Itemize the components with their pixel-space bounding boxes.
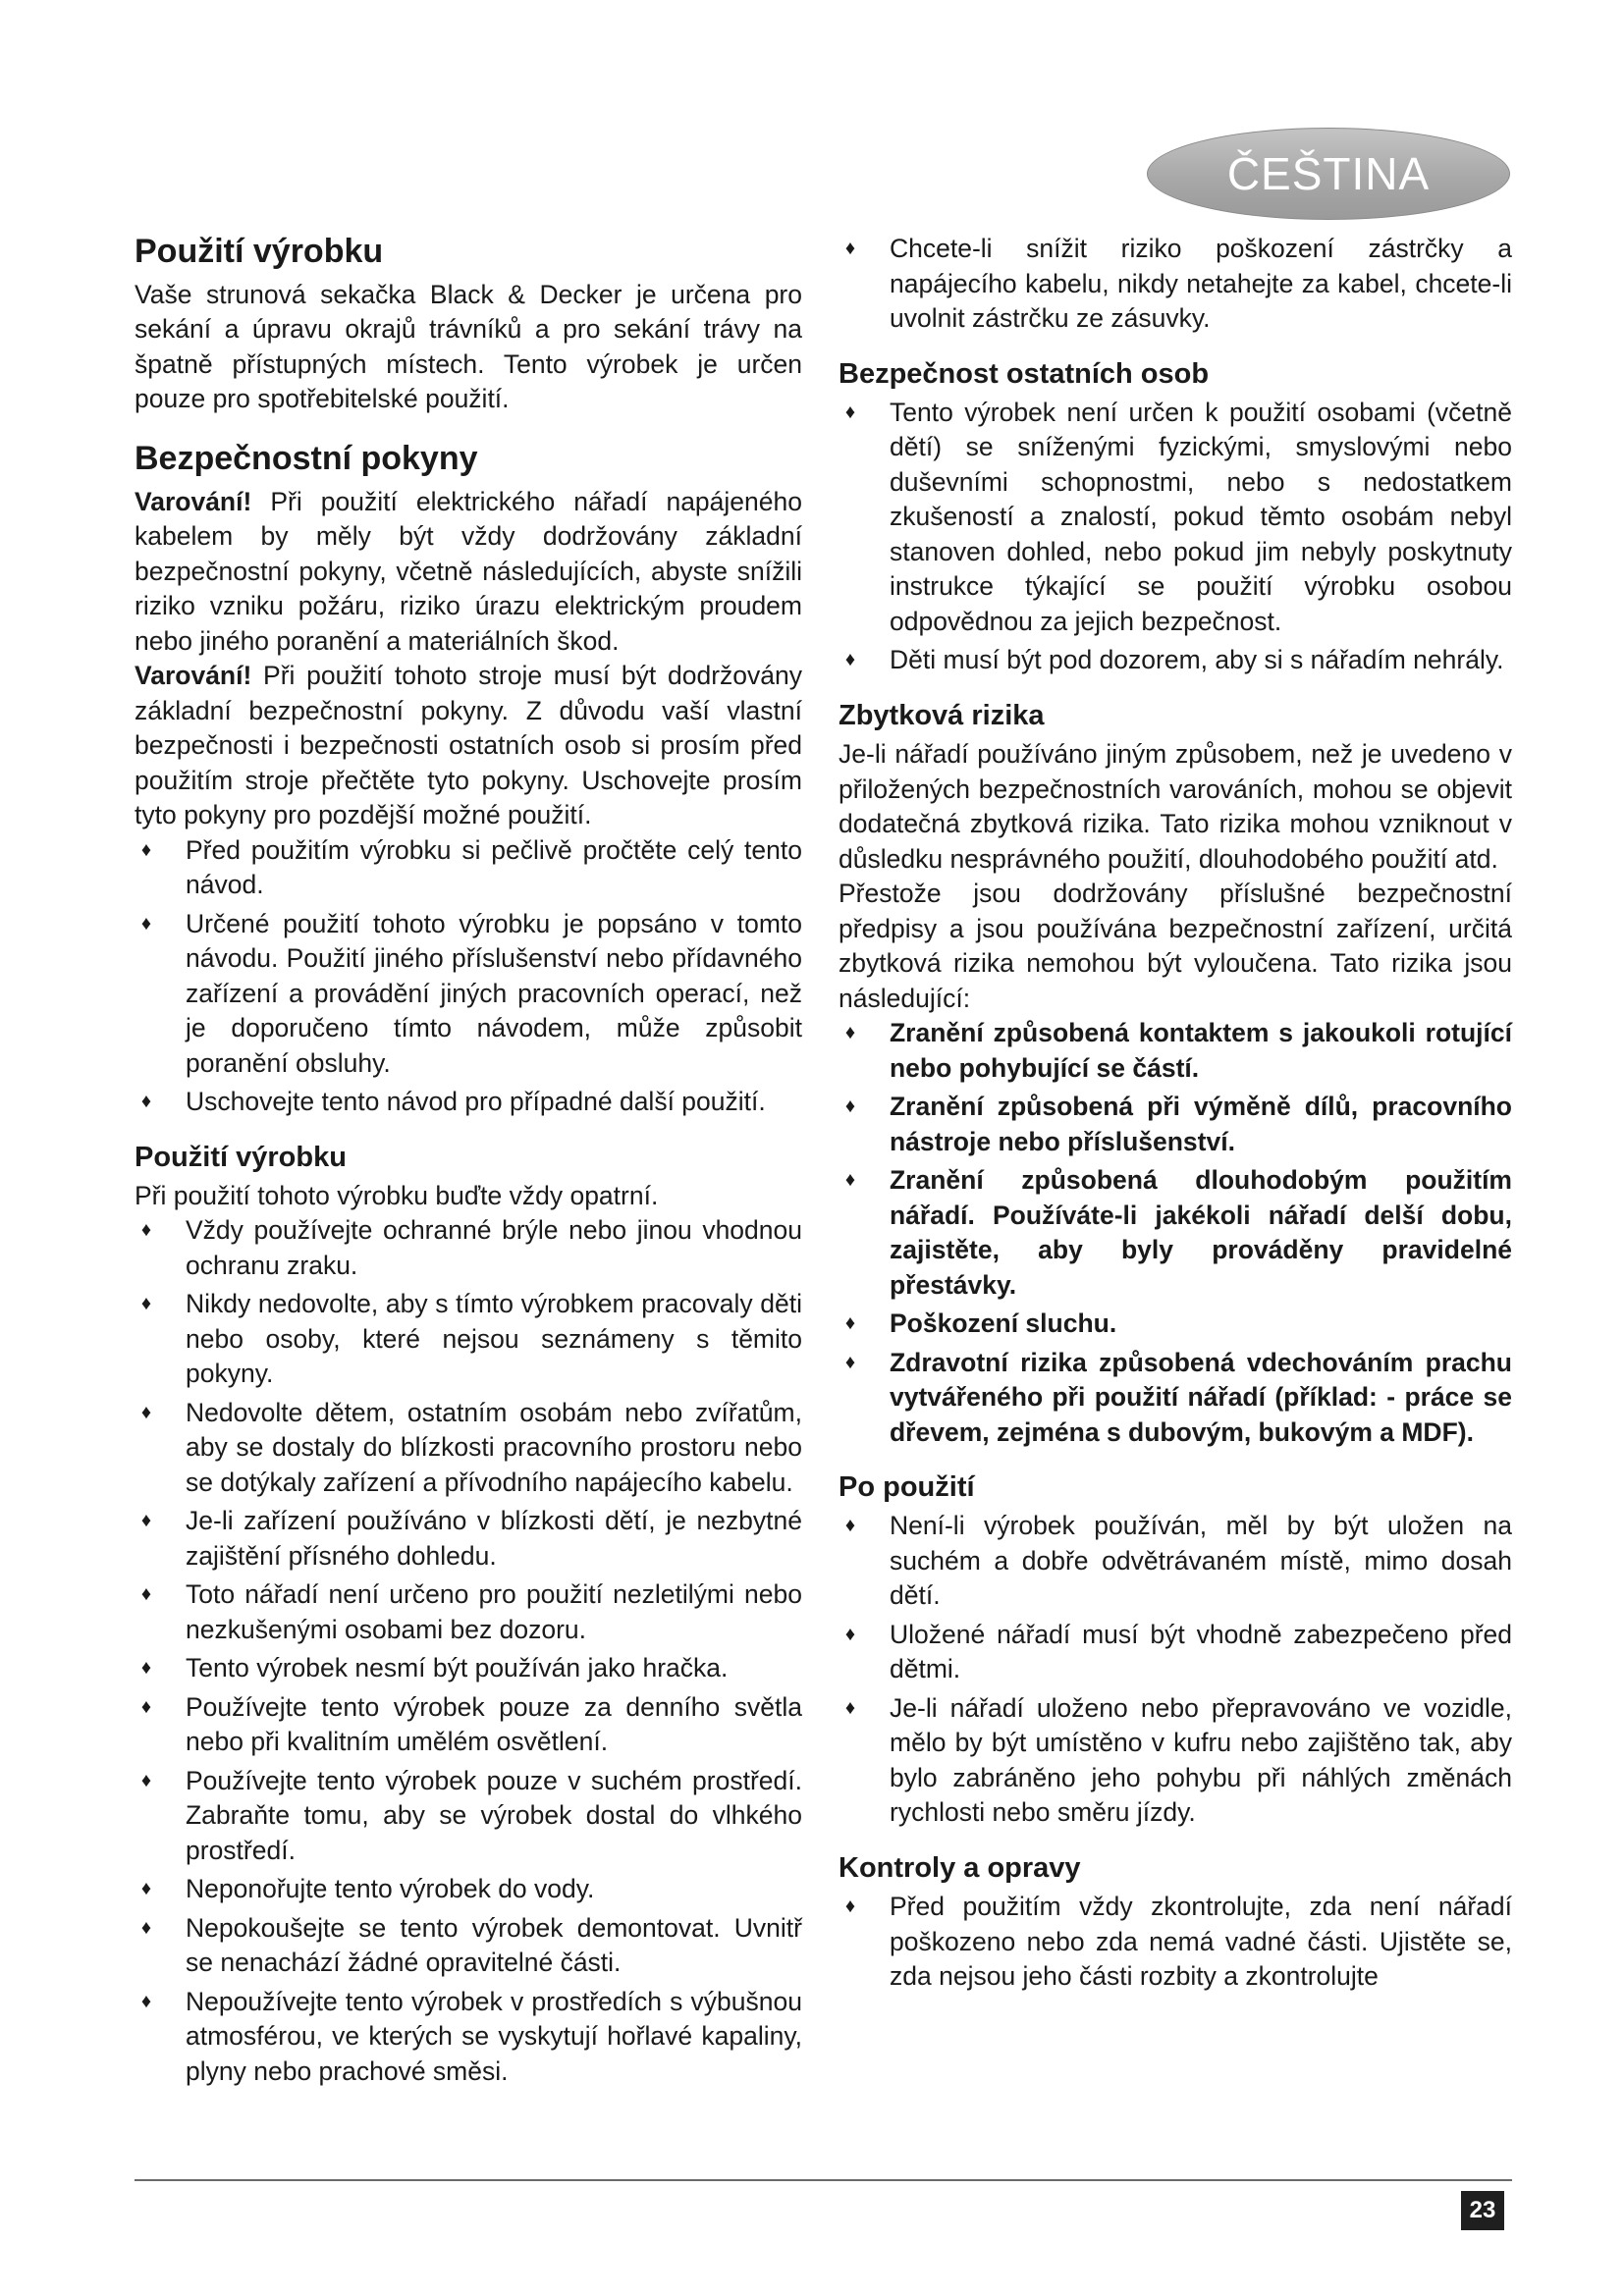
list-item: ♦ Chcete-li snížit riziko poškození zástrčky a napájecího kabelu, nikdy netahejte za kabel, chcete-li uvolnit zástrčku ze zásuvky. xyxy=(839,232,1512,337)
bullet-diamond-icon: ♦ xyxy=(140,1091,152,1113)
product-use-caution: Při použití tohoto výrobku buďte vždy opatrní. xyxy=(135,1180,659,1210)
list-item: ♦ Tento výrobek nesmí být používán jako hračka. xyxy=(135,1651,802,1686)
warning-paragraph-2 xyxy=(135,659,802,833)
footer-divider xyxy=(135,2179,1512,2181)
section-title-others-safety: Bezpečnost ostatních osob xyxy=(839,357,1210,390)
section-title-product-use: Použití výrobku xyxy=(135,233,384,270)
list-item: ♦ Poškození sluchu. xyxy=(839,1307,1512,1342)
list-item: ♦ Před použitím vždy zkontrolujte, zda není nářadí poškozeno nebo zda nemá vadné části. Ujistěte se, zda nejsou jeho části rozbity a zkontrolujte xyxy=(839,1890,1512,1995)
page-number: 23 xyxy=(1461,2191,1504,2230)
list-item: ♦ Zranění způsobená dlouhodobým použitím nářadí. Používáte-li jakékoli nářadí delší dobu, zajistěte, aby byly prováděny pravidelné přestávky. xyxy=(839,1163,1512,1303)
bullet-diamond-icon: ♦ xyxy=(844,238,856,259)
warning-paragraph-1 xyxy=(135,485,802,660)
language-badge: ČEŠTINA xyxy=(1147,128,1510,220)
safety-bullet-list xyxy=(135,833,802,1120)
bullet-diamond-icon: ♦ xyxy=(140,1510,152,1532)
inspection-list xyxy=(839,1890,1512,1995)
list-item: ♦ Neponořujte tento výrobek do vody. xyxy=(135,1872,802,1907)
list-item: ♦ Děti musí být pod dozorem, aby si s nářadím nehrály. xyxy=(839,643,1512,678)
warning-label: Varování! xyxy=(135,486,252,516)
warning-label: Varování! xyxy=(135,661,252,691)
list-item: ♦ Není-li výrobek používán, měl by být uložen na suchém a dobře odvětrávaném místě, mimo dosah dětí. xyxy=(839,1509,1512,1614)
residual-risks-text-1: Je-li nářadí používáno jiným způsobem, než je uvedeno v přiložených bezpečnostních varováních, mohou se objevit dodatečná zbytková rizika. Tato rizika mohou vzniknout v důsledku nesprávného použití, dlouhodobého použití atd. xyxy=(839,739,1512,874)
bullet-diamond-icon: ♦ xyxy=(140,838,152,861)
list-item: ♦ Uložené nářadí musí být vhodně zabezpečeno před dětmi. xyxy=(839,1618,1512,1687)
section-title-after-use: Po použití xyxy=(839,1471,975,1503)
bullet-diamond-icon: ♦ xyxy=(844,400,856,423)
list-item: ♦ Nikdy nedovolte, aby s tímto výrobkem pracovaly děti nebo osoby, které nejsou seznámeny s těmito pokyny. xyxy=(135,1287,802,1392)
bullet-diamond-icon: ♦ xyxy=(844,1515,856,1537)
list-item: ♦ Před použitím výrobku si pečlivě pročtěte celý tento návod. xyxy=(135,833,802,903)
list-item: ♦ Zranění způsobená kontaktem s jakoukoli rotující nebo pohybující se částí. xyxy=(839,1016,1512,1086)
bullet-diamond-icon: ♦ xyxy=(844,1896,856,1917)
bullet-diamond-icon: ♦ xyxy=(140,1219,152,1242)
list-item: ♦ Nepokoušejte se tento výrobek demontovat. Uvnitř se nenachází žádné opravitelné části. xyxy=(135,1911,802,1981)
bullet-diamond-icon: ♦ xyxy=(140,1695,152,1718)
bullet-diamond-icon: ♦ xyxy=(844,1022,856,1043)
bullet-diamond-icon: ♦ xyxy=(140,1583,152,1606)
right-column xyxy=(839,232,1512,1999)
list-item: ♦ Vždy používejte ochranné brýle nebo jinou vhodnou ochranu zraku. xyxy=(135,1213,802,1283)
left-column xyxy=(135,232,802,2093)
bullet-diamond-icon: ♦ xyxy=(844,1351,856,1373)
section-title-residual-risks: Zbytková rizika xyxy=(839,699,1045,731)
bullet-diamond-icon: ♦ xyxy=(140,1401,152,1423)
bullet-diamond-icon: ♦ xyxy=(844,1169,856,1191)
warning-text: Při použití elektrického nářadí napájeného kabelem by měly být vždy dodržovány základní bezpečnostní pokyny, včetně následujících, abyste snížili riziko vzniku požáru, riziko úrazu elektrickým proudem nebo jiného poranění a materiálních škod. xyxy=(135,486,802,656)
bullet-diamond-icon: ♦ xyxy=(140,912,152,934)
list-item: ♦ Nepoužívejte tento výrobek v prostředích s výbušnou atmosférou, ve kterých se vyskytují hořlavé kapaliny, plyny nebo prachové směsi. xyxy=(135,1985,802,2090)
residual-risks-text-2: Přestože jsou dodržovány příslušné bezpečnostní předpisy a jsou používána bezpečnostní zařízení, určitá zbytková rizika nemohou být vyloučena. Tato rizika jsou následující: xyxy=(839,879,1512,1013)
bullet-diamond-icon: ♦ xyxy=(844,1623,856,1645)
others-safety-list xyxy=(839,396,1512,678)
bullet-diamond-icon: ♦ xyxy=(844,1095,856,1117)
bullet-diamond-icon: ♦ xyxy=(140,1657,152,1680)
bullet-diamond-icon: ♦ xyxy=(140,1990,152,2012)
usage-bullet-list xyxy=(135,1213,802,2089)
bullet-diamond-icon: ♦ xyxy=(140,1916,152,1939)
list-item: ♦ Toto nářadí není určeno pro použití nezletilými nebo nezkušenými osobami bez dozoru. xyxy=(135,1577,802,1647)
bullet-diamond-icon: ♦ xyxy=(140,1769,152,1791)
section-title-inspection: Kontroly a opravy xyxy=(839,1851,1081,1884)
list-item: ♦ Uschovejte tento návod pro případné další použití. xyxy=(135,1085,802,1120)
residual-risks-list xyxy=(839,1016,1512,1450)
bullet-diamond-icon: ♦ xyxy=(844,649,856,671)
after-use-list xyxy=(839,1509,1512,1831)
list-item: ♦ Používejte tento výrobek pouze v suchém prostředí. Zabraňte tomu, aby se výrobek dostal do vlhkého prostředí. xyxy=(135,1764,802,1869)
plug-bullet-list xyxy=(839,232,1512,337)
list-item: ♦ Je-li zařízení používáno v blízkosti dětí, je nezbytné zajištění přísného dohledu. xyxy=(135,1504,802,1574)
list-item: ♦ Nedovolte dětem, ostatním osobám nebo zvířatům, aby se dostaly do blízkosti pracovního prostoru nebo se dotýkaly zařízení a přívodního napájecího kabelu. xyxy=(135,1396,802,1501)
list-item: ♦ Určené použití tohoto výrobku je popsáno v tomto návodu. Použití jiného příslušenství nebo přídavného zařízení a provádění jiných pracovních operací, než je doporučeno tímto návodem, může způsobit poranění obsluhy. xyxy=(135,907,802,1082)
subsection-title-product-use: Použití výrobku xyxy=(135,1141,347,1173)
warning-text: Při použití tohoto stroje musí být dodržovány základní bezpečnostní pokyny. Z důvodu vaší vlastní bezpečnosti i bezpečnosti ostatních osob si prosím před použitím stroje přečtěte tyto pokyny. Uschovejte prosím tyto pokyny pro pozdější možné použití. xyxy=(135,661,802,830)
bullet-diamond-icon: ♦ xyxy=(140,1878,152,1900)
list-item: ♦ Zdravotní rizika způsobená vdechováním prachu vytvářeného při použití nářadí (příklad: - práce se dřevem, zejména s dubovým, bukovým a MDF). xyxy=(839,1346,1512,1451)
bullet-diamond-icon: ♦ xyxy=(140,1293,152,1315)
product-use-text: Vaše strunová sekačka Black & Decker je určena pro sekání a úpravu okrajů trávníků a pro sekání trávy na špatně přístupných místech. Tento výrobek je určen pouze pro spotřebitelské použití. xyxy=(135,279,802,414)
list-item: ♦ Tento výrobek není určen k použití osobami (včetně dětí) se sníženými fyzickými, smyslovými nebo duševními schopnostmi, nebo s nedostatkem zkušeností a znalostí, pokud těmto osobám nebyl stanoven dohled, nebo pokud jim nebyly poskytnuty instrukce týkající se použití výrobku osobou odpovědnou za jejich bezpečnost. xyxy=(839,396,1512,640)
list-item: ♦ Zranění způsobená při výměně dílů, pracovního nástroje nebo příslušenství. xyxy=(839,1090,1512,1159)
section-title-safety: Bezpečnostní pokyny xyxy=(135,439,478,477)
list-item: ♦ Je-li nářadí uloženo nebo přepravováno ve vozidle, mělo by být umístěno v kufru nebo zajištěno tak, aby bylo zabráněno jeho pohybu při náhlých změnách rychlosti nebo směru jízdy. xyxy=(839,1691,1512,1831)
list-item: ♦ Používejte tento výrobek pouze za denního světla nebo při kvalitním umělém osvětlení. xyxy=(135,1690,802,1760)
bullet-diamond-icon: ♦ xyxy=(844,1312,856,1334)
bullet-diamond-icon: ♦ xyxy=(844,1696,856,1719)
